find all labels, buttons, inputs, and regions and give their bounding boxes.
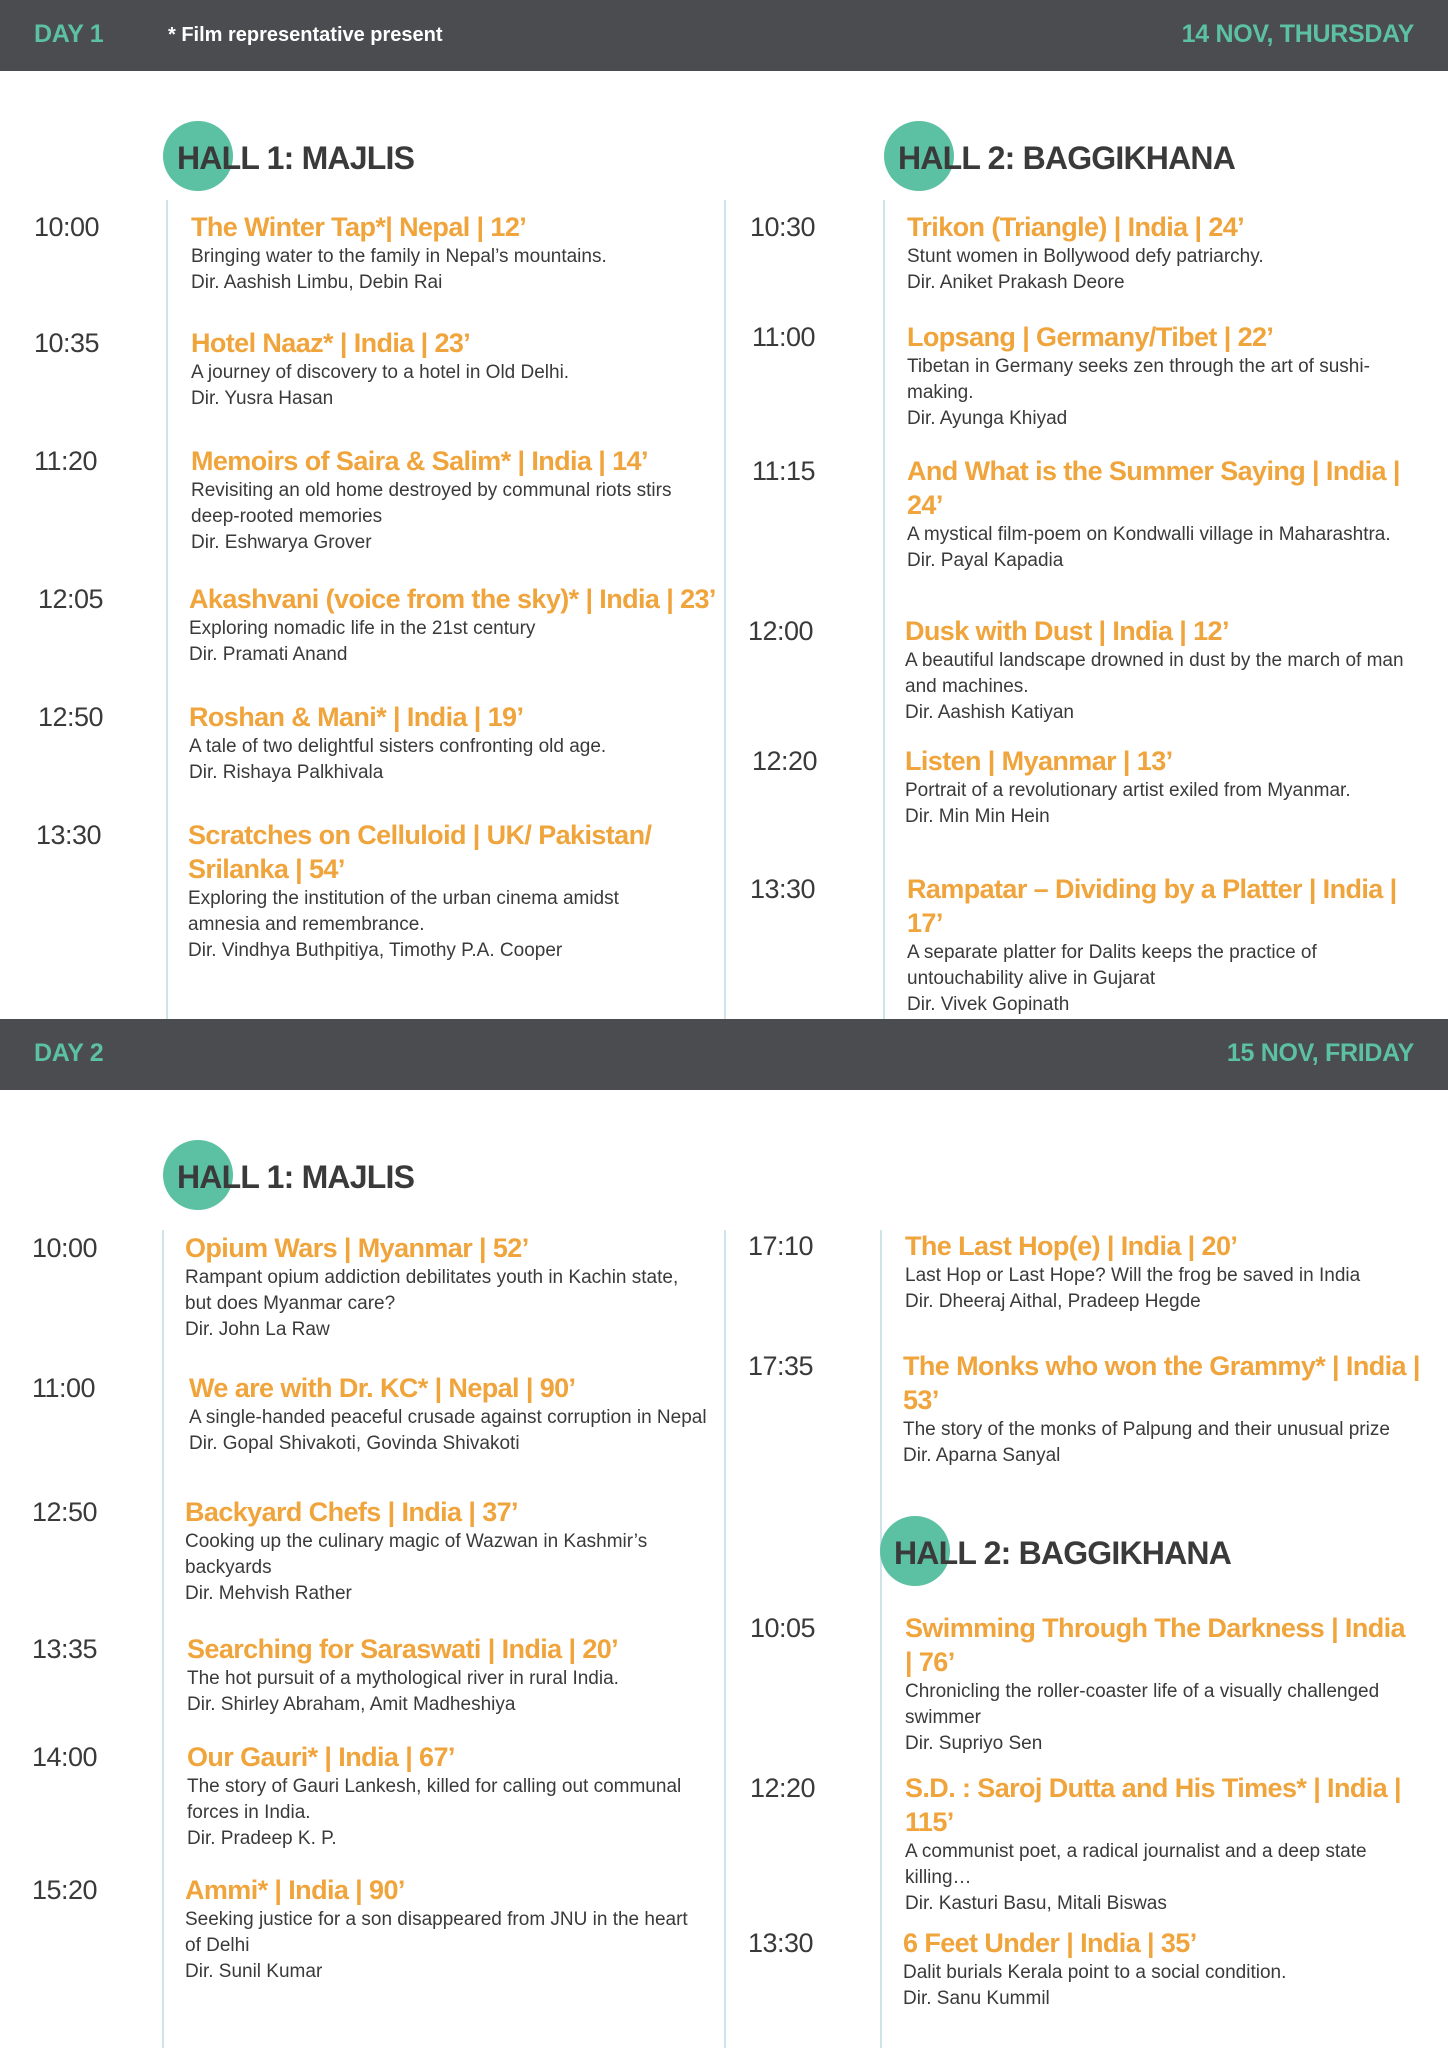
film-title: The Monks who won the Grammy* | India | 53’ bbox=[903, 1351, 1420, 1415]
film-entry bbox=[905, 1771, 1405, 1917]
screening-time: 13:30 bbox=[36, 820, 102, 850]
film-title: Backyard Chefs | India | 37’ bbox=[185, 1497, 518, 1527]
film-title: Trikon (Triangle) | India | 24’ bbox=[907, 212, 1245, 242]
screening-time: 15:20 bbox=[32, 1875, 98, 1905]
film-director: Dir. Aniket Prakash Deore bbox=[907, 272, 1125, 293]
day-label: DAY 1 bbox=[34, 20, 104, 48]
hall-name: HALL 1: MAJLIS bbox=[177, 1159, 415, 1195]
film-entry bbox=[905, 614, 1425, 726]
film-title: S.D. : Saroj Dutta and His Times* | India | 115’ bbox=[905, 1773, 1401, 1837]
day-date: 15 NOV, FRIDAY bbox=[1226, 1039, 1414, 1067]
film-title: Memoirs of Saira & Salim* | India | 14’ bbox=[191, 446, 648, 476]
film-description: Exploring nomadic life in the 21st century bbox=[189, 618, 536, 639]
film-title: And What is the Summer Saying | India | 24’ bbox=[907, 456, 1400, 520]
film-title: Akashvani (voice from the sky)* | India | 23’ bbox=[189, 584, 716, 614]
film-title: Lopsang | Germany/Tibet | 22’ bbox=[907, 322, 1274, 352]
film-title: 6 Feet Under | India | 35’ bbox=[903, 1928, 1197, 1958]
film-entry bbox=[188, 818, 688, 964]
film-description: Revisiting an old home destroyed by communal riots stirs deep-rooted memories bbox=[191, 480, 672, 527]
film-title: The Winter Tap*| Nepal | 12’ bbox=[191, 212, 527, 242]
film-entry bbox=[907, 454, 1407, 574]
film-description: Tibetan in Germany seeks zen through the art of sushi-making. bbox=[907, 356, 1370, 403]
film-entry bbox=[189, 700, 709, 786]
film-entry bbox=[907, 320, 1377, 432]
screening-time: 10:35 bbox=[34, 328, 100, 358]
film-description: Exploring the institution of the urban cinema amidst amnesia and remembrance. bbox=[188, 888, 619, 935]
screening-time: 12:50 bbox=[32, 1497, 98, 1527]
film-title: Listen | Myanmar | 13’ bbox=[905, 746, 1173, 776]
film-description: Seeking justice for a son disappeared from JNU in the heart of Delhi bbox=[185, 1909, 688, 1956]
film-director: Dir. Yusra Hasan bbox=[191, 388, 334, 409]
film-entry bbox=[187, 1632, 707, 1718]
screening-time: 11:00 bbox=[752, 322, 816, 352]
film-description: Stunt women in Bollywood defy patriarchy. bbox=[907, 246, 1264, 267]
column-divider bbox=[166, 200, 168, 1020]
film-entry bbox=[185, 1873, 705, 1985]
film-title: Our Gauri* | India | 67’ bbox=[187, 1742, 455, 1772]
film-description: A separate platter for Dalits keeps the practice of untouchability alive in Gujarat bbox=[907, 942, 1317, 989]
film-entry bbox=[905, 744, 1375, 830]
day-label: DAY 2 bbox=[34, 1039, 104, 1067]
film-director: Dir. Payal Kapadia bbox=[907, 550, 1064, 571]
screening-time: 17:35 bbox=[748, 1351, 814, 1381]
film-description: The story of Gauri Lankesh, killed for calling out communal forces in India. bbox=[187, 1776, 682, 1823]
hall-name: HALL 2: BAGGIKHANA bbox=[894, 1535, 1232, 1571]
film-entry bbox=[905, 1229, 1425, 1315]
film-description: Last Hop or Last Hope? Will the frog be saved in India bbox=[905, 1265, 1361, 1286]
film-title: Swimming Through The Darkness | India | 76’ bbox=[905, 1613, 1405, 1677]
day1-header-bar bbox=[0, 0, 1448, 71]
screening-time: 10:30 bbox=[750, 212, 816, 242]
film-entry bbox=[189, 1371, 709, 1457]
film-representative-note: * Film representative present bbox=[168, 24, 443, 46]
screening-time: 12:05 bbox=[38, 584, 104, 614]
film-director: Dir. Sunil Kumar bbox=[185, 1961, 323, 1982]
screening-time: 10:05 bbox=[750, 1613, 816, 1643]
film-title: We are with Dr. KC* | Nepal | 90’ bbox=[189, 1373, 576, 1403]
film-entry bbox=[191, 444, 711, 556]
film-title: Searching for Saraswati | India | 20’ bbox=[187, 1634, 619, 1664]
film-title: Rampatar – Dividing by a Platter | India | 17’ bbox=[907, 874, 1397, 938]
screening-time: 12:50 bbox=[38, 702, 104, 732]
screening-time: 10:00 bbox=[34, 212, 100, 242]
film-title: Dusk with Dust | India | 12’ bbox=[905, 616, 1229, 646]
film-director: Dir. Ayunga Khiyad bbox=[907, 408, 1068, 429]
film-description: A tale of two delightful sisters confronting old age. bbox=[189, 736, 607, 757]
film-director: Dir. Pramati Anand bbox=[189, 644, 348, 665]
film-entry bbox=[903, 1349, 1423, 1469]
film-entry bbox=[191, 326, 711, 412]
film-description: A single-handed peaceful crusade against corruption in Nepal bbox=[189, 1407, 707, 1428]
film-director: Dir. Aparna Sanyal bbox=[903, 1445, 1061, 1466]
screening-time: 12:00 bbox=[748, 616, 814, 646]
film-director: Dir. John La Raw bbox=[185, 1319, 330, 1340]
film-entry bbox=[185, 1495, 705, 1607]
film-description: A beautiful landscape drowned in dust by the march of man and machines. bbox=[905, 650, 1404, 697]
screening-time: 12:20 bbox=[750, 1773, 816, 1803]
screening-time: 11:00 bbox=[32, 1373, 96, 1403]
film-director: Dir. Vindhya Buthpitiya, Timothy P.A. Cooper bbox=[188, 940, 563, 961]
film-entry bbox=[907, 872, 1437, 1018]
screening-time: 14:00 bbox=[32, 1742, 98, 1772]
column-divider bbox=[880, 1230, 882, 2048]
hall-name: HALL 1: MAJLIS bbox=[177, 140, 415, 176]
screening-time: 11:15 bbox=[752, 456, 816, 486]
column-divider bbox=[724, 200, 726, 1020]
film-director: Dir. Dheeraj Aithal, Pradeep Hegde bbox=[905, 1291, 1201, 1312]
film-entry bbox=[189, 582, 719, 668]
film-entry bbox=[187, 1740, 687, 1852]
film-title: Roshan & Mani* | India | 19’ bbox=[189, 702, 524, 732]
film-director: Dir. Mehvish Rather bbox=[185, 1583, 352, 1604]
film-description: Dalit burials Kerala point to a social condition. bbox=[903, 1962, 1287, 1983]
film-director: Dir. Aashish Katiyan bbox=[905, 702, 1074, 723]
film-director: Dir. Pradeep K. P. bbox=[187, 1828, 337, 1849]
film-entry bbox=[191, 210, 711, 296]
film-director: Dir. Eshwarya Grover bbox=[191, 532, 372, 553]
day2-header-bar bbox=[0, 1019, 1448, 1090]
film-description: A communist poet, a radical journalist and a deep state killing… bbox=[905, 1841, 1367, 1888]
film-title: Scratches on Celluloid | UK/ Pakistan/ Srilanka | 54’ bbox=[188, 820, 652, 884]
film-title: The Last Hop(e) | India | 20’ bbox=[905, 1231, 1238, 1261]
film-description: Cooking up the culinary magic of Wazwan in Kashmir’s backyards bbox=[185, 1531, 648, 1578]
film-description: A journey of discovery to a hotel in Old Delhi. bbox=[191, 362, 570, 383]
film-director: Dir. Sanu Kummil bbox=[903, 1988, 1050, 2009]
film-director: Dir. Rishaya Palkhivala bbox=[189, 762, 384, 783]
film-director: Dir. Aashish Limbu, Debin Rai bbox=[191, 272, 443, 293]
film-director: Dir. Kasturi Basu, Mitali Biswas bbox=[905, 1893, 1167, 1914]
film-entry bbox=[903, 1926, 1423, 2012]
screening-time: 10:00 bbox=[32, 1233, 98, 1263]
screening-time: 13:35 bbox=[32, 1634, 98, 1664]
film-entry bbox=[905, 1611, 1405, 1757]
film-description: A mystical film-poem on Kondwalli village in Maharashtra. bbox=[907, 524, 1391, 545]
film-description: Portrait of a revolutionary artist exiled from Myanmar. bbox=[905, 780, 1351, 801]
film-director: Dir. Min Min Hein bbox=[905, 806, 1050, 827]
film-description: Rampant opium addiction debilitates youth in Kachin state, but does Myanmar care? bbox=[185, 1267, 679, 1314]
film-title: Hotel Naaz* | India | 23’ bbox=[191, 328, 471, 358]
screening-time: 17:10 bbox=[748, 1231, 814, 1261]
film-description: The hot pursuit of a mythological river in rural India. bbox=[187, 1668, 619, 1689]
film-entry bbox=[185, 1231, 705, 1343]
film-director: Dir. Vivek Gopinath bbox=[907, 994, 1070, 1015]
screening-time: 13:30 bbox=[748, 1928, 814, 1958]
day-date: 14 NOV, THURSDAY bbox=[1181, 20, 1414, 48]
film-entry bbox=[907, 210, 1427, 296]
hall-name: HALL 2: BAGGIKHANA bbox=[898, 140, 1236, 176]
film-description: Chronicling the roller-coaster life of a visually challenged swimmer bbox=[905, 1681, 1380, 1728]
film-description: Bringing water to the family in Nepal’s mountains. bbox=[191, 246, 607, 267]
screening-time: 13:30 bbox=[750, 874, 816, 904]
film-description: The story of the monks of Palpung and their unusual prize bbox=[903, 1419, 1390, 1440]
film-title: Ammi* | India | 90’ bbox=[185, 1875, 405, 1905]
screening-time: 11:20 bbox=[34, 446, 98, 476]
film-director: Dir. Shirley Abraham, Amit Madheshiya bbox=[187, 1694, 516, 1715]
film-director: Dir. Supriyo Sen bbox=[905, 1733, 1043, 1754]
column-divider bbox=[883, 200, 885, 1020]
column-divider bbox=[162, 1230, 164, 2048]
column-divider bbox=[724, 1230, 726, 2048]
film-title: Opium Wars | Myanmar | 52’ bbox=[185, 1233, 529, 1263]
film-director: Dir. Gopal Shivakoti, Govinda Shivakoti bbox=[189, 1433, 520, 1454]
screening-time: 12:20 bbox=[752, 746, 818, 776]
